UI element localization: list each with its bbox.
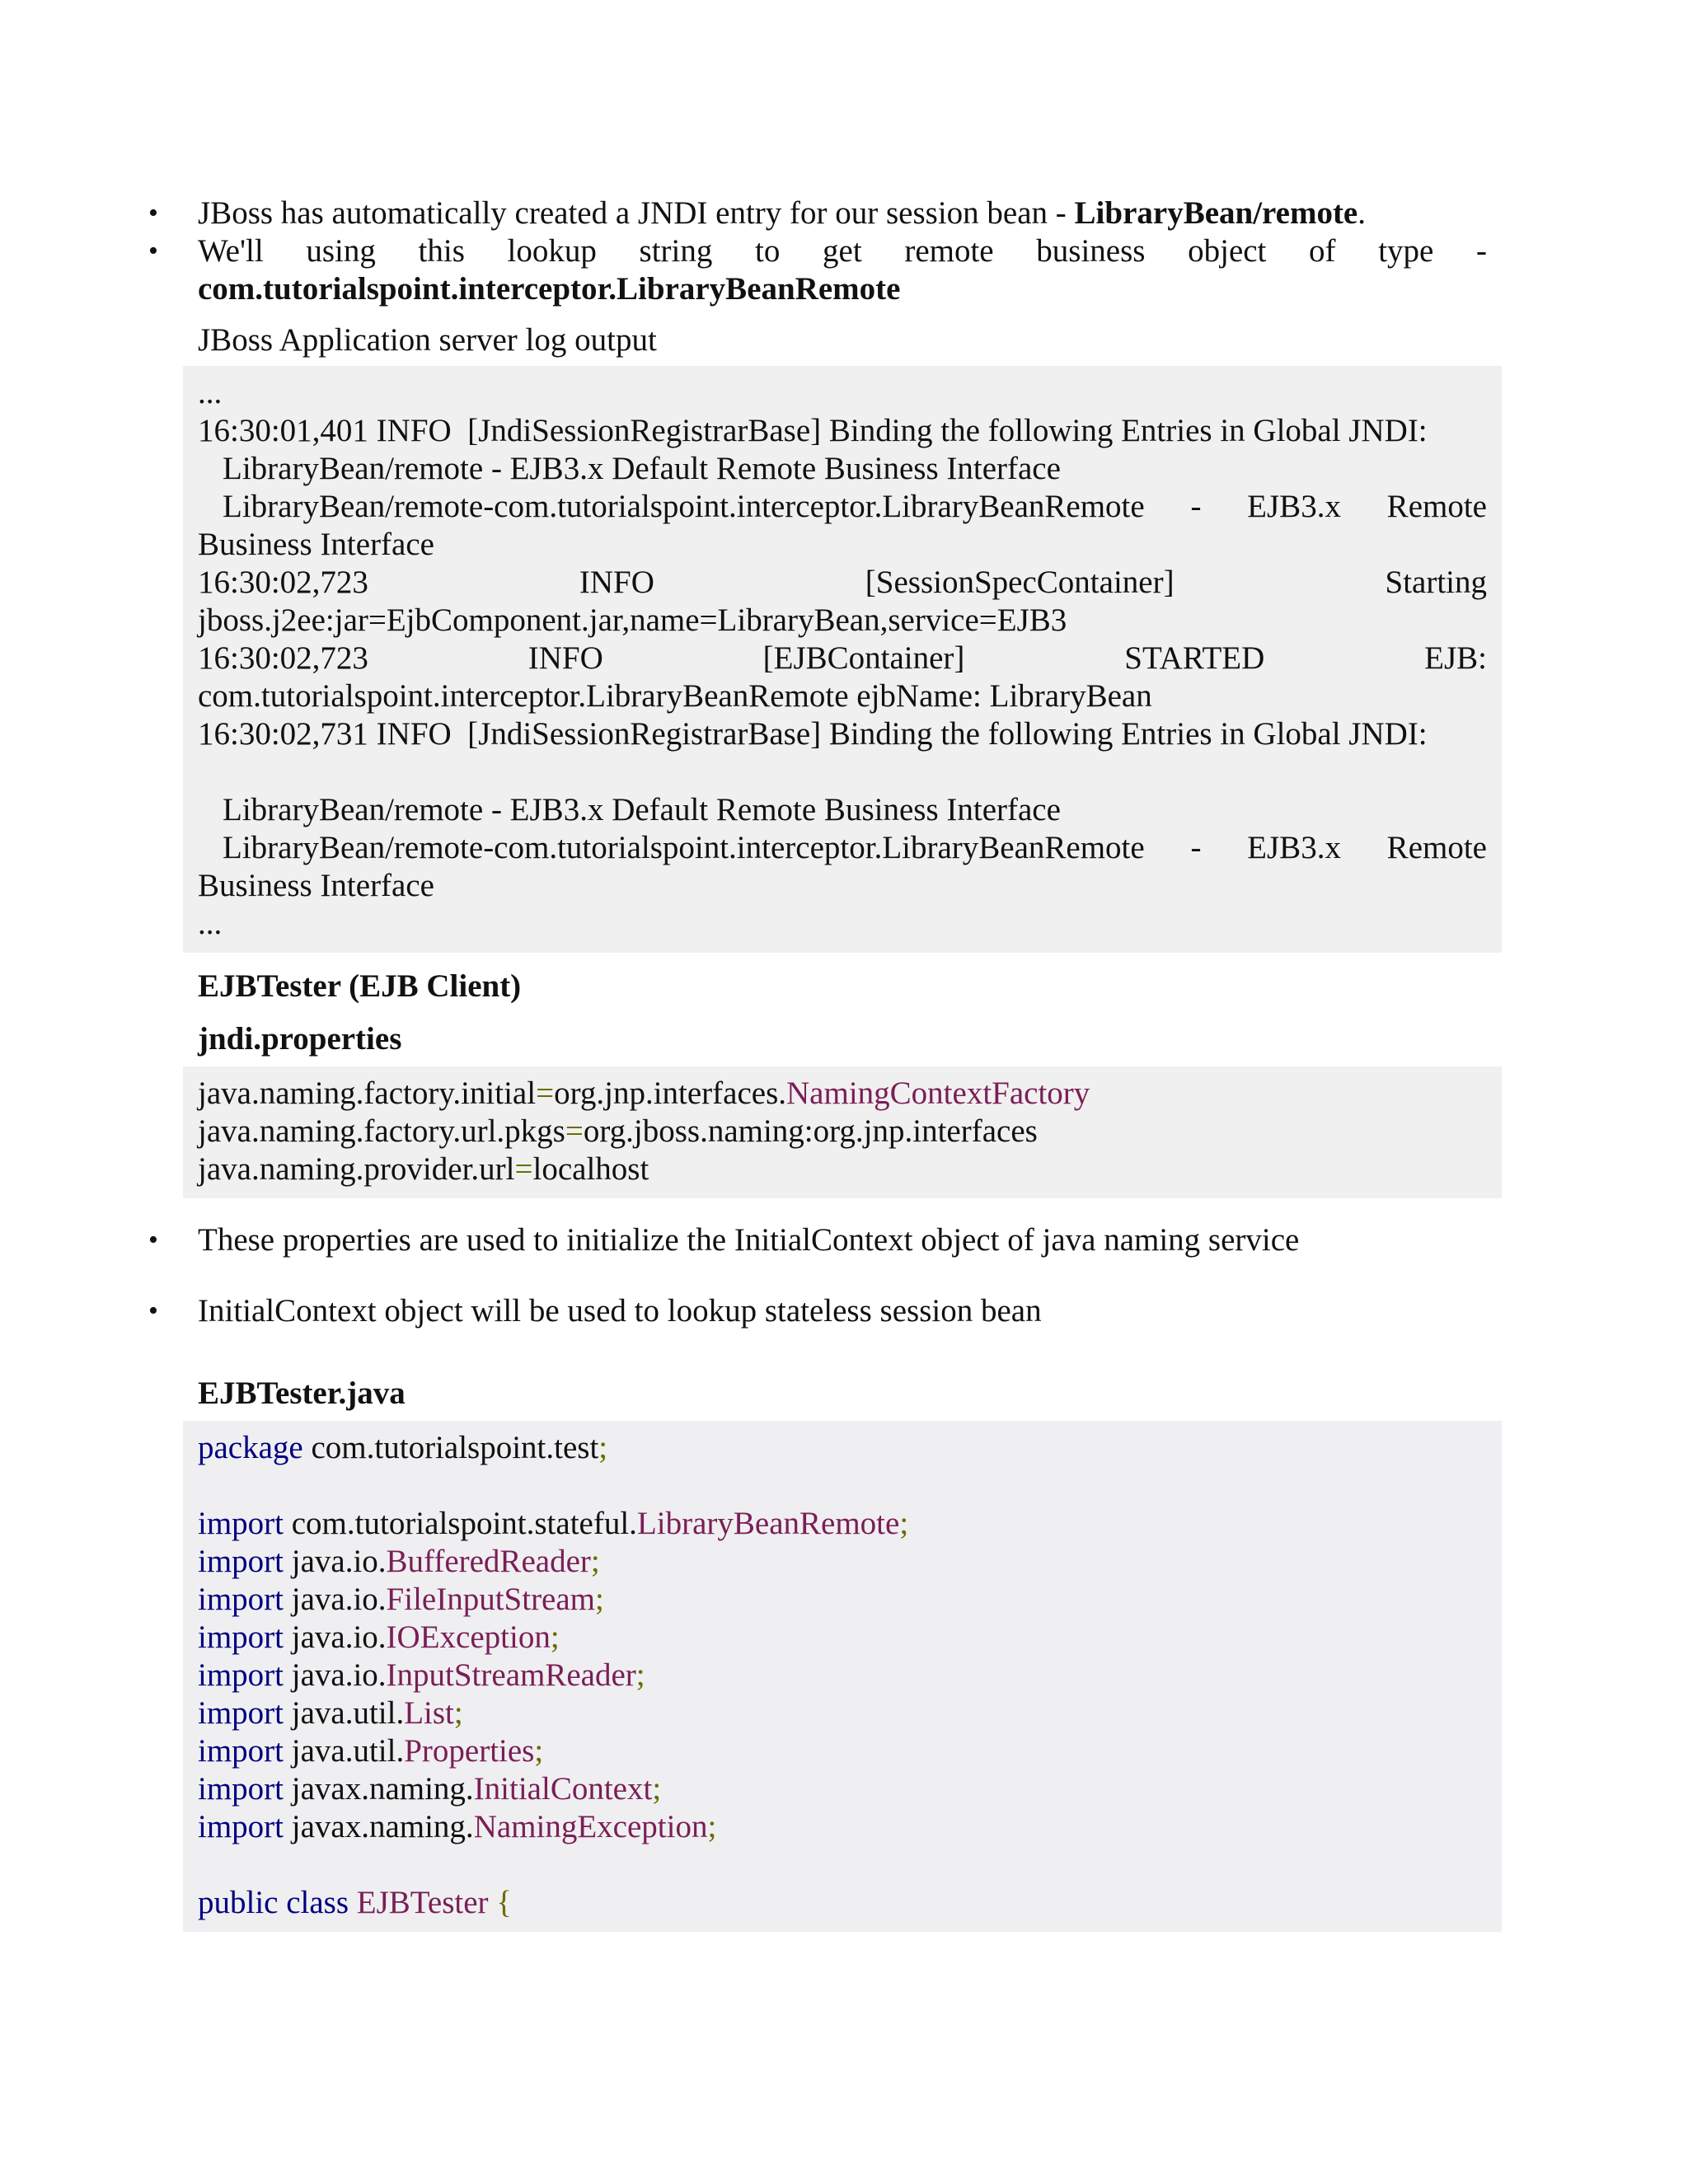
code-keyword: import <box>198 1695 284 1731</box>
log-line: Business Interface <box>198 527 434 562</box>
code-keyword: import <box>198 1733 284 1769</box>
log-line: 16:30:02,731 INFO [JndiSessionRegistrarBase] Binding the following Entries in Global JNDI: <box>198 716 1428 752</box>
bullet-text: JBoss has automatically created a JNDI entry for our session bean - <box>198 195 1075 231</box>
code-class: InputStreamReader <box>386 1657 636 1693</box>
jndi-line <box>198 1075 1487 1113</box>
log-line: jboss.j2ee:jar=EjbComponent.jar,name=LibraryBean,service=EJB3 <box>198 602 1067 638</box>
jndi-key: java.naming.provider.url <box>198 1151 515 1187</box>
code-package: java.io. <box>291 1657 387 1693</box>
code-package: java.io. <box>291 1582 387 1617</box>
bullet-initialcontext-usage <box>148 1292 1487 1330</box>
jndi-key: java.naming.factory.initial <box>198 1076 537 1111</box>
code-keyword: import <box>198 1657 284 1693</box>
code-line-package <box>198 1429 1487 1467</box>
jndi-key: java.naming.factory.url.pkgs <box>198 1113 565 1149</box>
jndi-properties-box <box>183 1066 1502 1198</box>
code-semicolon: ; <box>550 1619 560 1655</box>
code-semicolon: ; <box>595 1582 604 1617</box>
bullet-lookup-string <box>148 232 1487 308</box>
code-keyword: import <box>198 1619 284 1655</box>
java-code-box <box>183 1421 1502 1932</box>
code-line-import <box>198 1543 1487 1581</box>
jndi-equals: = <box>536 1076 555 1111</box>
code-semicolon: ; <box>652 1771 662 1807</box>
code-keyword: import <box>198 1544 284 1579</box>
log-line: 16:30:02,723 INFO [SessionSpecContainer] Starting <box>198 565 1487 600</box>
log-line: ... <box>198 906 223 941</box>
code-keyword: package <box>198 1430 303 1465</box>
code-semicolon: ; <box>899 1506 909 1541</box>
log-line: Business Interface <box>198 868 434 903</box>
jndi-value: org.jnp.interfaces. <box>554 1076 787 1111</box>
jndi-value: org.jboss.naming:org.jnp.interfaces <box>583 1113 1038 1149</box>
jndi-line <box>198 1151 1487 1188</box>
log-output-box <box>183 366 1502 953</box>
code-line-import <box>198 1657 1487 1694</box>
code-keyword: import <box>198 1582 284 1617</box>
log-line: com.tutorialspoint.interceptor.LibraryBeanRemote ejbName: LibraryBean <box>198 678 1152 714</box>
code-package: com.tutorialspoint.stateful. <box>291 1506 637 1541</box>
bullet-dot-icon: • <box>148 1296 158 1326</box>
code-class: EJBTester <box>356 1885 489 1920</box>
code-line-import <box>198 1694 1487 1732</box>
code-package: java.util. <box>291 1695 405 1731</box>
code-semicolon: ; <box>534 1733 544 1769</box>
code-class: LibraryBeanRemote <box>636 1506 900 1541</box>
code-line-import <box>198 1619 1487 1657</box>
code-package-name: com.tutorialspoint.test <box>311 1430 599 1465</box>
code-keyword: public class <box>198 1885 349 1920</box>
heading-ejbtester-java: EJBTester.java <box>198 1376 406 1411</box>
bullet-jndi-entry <box>148 194 1487 232</box>
code-package: javax.naming. <box>291 1809 474 1844</box>
jndi-value-class: NamingContextFactory <box>786 1076 1090 1111</box>
code-semicolon: ; <box>453 1695 463 1731</box>
code-line-class <box>198 1884 1487 1922</box>
log-caption: JBoss Application server log output <box>198 322 657 358</box>
bullet-text: We'll using this lookup string to get remote business object of type - <box>198 233 1487 269</box>
bullet-dot-icon: • <box>148 1225 158 1255</box>
code-semicolon: ; <box>635 1657 645 1693</box>
log-line: LibraryBean/remote - EJB3.x Default Remote Business Interface <box>223 792 1061 827</box>
jndi-line <box>198 1113 1487 1151</box>
code-line-import <box>198 1808 1487 1846</box>
heading-jndi-properties: jndi.properties <box>198 1021 402 1057</box>
log-blank-line <box>198 753 1487 791</box>
code-keyword: import <box>198 1771 284 1807</box>
jndi-value: localhost <box>532 1151 649 1187</box>
code-package: java.util. <box>291 1733 405 1769</box>
code-class: BufferedReader <box>386 1544 591 1579</box>
code-class: InitialContext <box>473 1771 653 1807</box>
log-line: ... <box>198 375 223 410</box>
bullet-dot-icon: • <box>148 236 158 266</box>
bullet-text-end: . <box>1357 195 1366 231</box>
code-keyword: import <box>198 1809 284 1844</box>
code-class: NamingException <box>473 1809 708 1844</box>
code-class: Properties <box>404 1733 535 1769</box>
code-class: FileInputStream <box>386 1582 596 1617</box>
code-semicolon: ; <box>590 1544 600 1579</box>
log-line: LibraryBean/remote-com.tutorialspoint.interceptor.LibraryBeanRemote - EJB3.x Remote <box>223 830 1487 865</box>
bullet-text: These properties are used to initialize the InitialContext object of java naming service <box>198 1222 1300 1258</box>
code-semicolon: ; <box>598 1430 608 1465</box>
code-blank-line <box>198 1467 1487 1505</box>
heading-ejb-client: EJBTester (EJB Client) <box>198 968 522 1004</box>
code-blank-line <box>198 1846 1487 1884</box>
bullet-bold-text: LibraryBean/remote <box>1074 195 1358 231</box>
code-package: java.io. <box>291 1619 387 1655</box>
bullet-dot-icon: • <box>148 198 158 228</box>
bullet-bold-text: com.tutorialspoint.interceptor.LibraryBeanRemote <box>198 271 901 307</box>
code-line-import <box>198 1770 1487 1808</box>
bullet-properties-usage <box>148 1221 1487 1259</box>
code-line-import <box>198 1732 1487 1770</box>
log-line: 16:30:02,723 INFO [EJBContainer] STARTED EJB: <box>198 640 1487 676</box>
log-line: LibraryBean/remote-com.tutorialspoint.interceptor.LibraryBeanRemote - EJB3.x Remote <box>223 489 1487 524</box>
code-package: javax.naming. <box>291 1771 474 1807</box>
code-brace: { <box>496 1885 513 1920</box>
jndi-equals: = <box>565 1113 584 1149</box>
code-line-import <box>198 1505 1487 1543</box>
code-semicolon: ; <box>707 1809 717 1844</box>
code-class: List <box>404 1695 454 1731</box>
bullet-text: InitialContext object will be used to lookup stateless session bean <box>198 1293 1042 1329</box>
page-content <box>148 194 1487 1932</box>
code-keyword: import <box>198 1506 284 1541</box>
code-class: IOException <box>386 1619 551 1655</box>
code-package: java.io. <box>291 1544 387 1579</box>
log-line: LibraryBean/remote - EJB3.x Default Remote Business Interface <box>223 451 1061 486</box>
code-line-import <box>198 1581 1487 1619</box>
log-line: 16:30:01,401 INFO [JndiSessionRegistrarBase] Binding the following Entries in Global JNDI: <box>198 413 1428 448</box>
jndi-equals: = <box>514 1151 533 1187</box>
